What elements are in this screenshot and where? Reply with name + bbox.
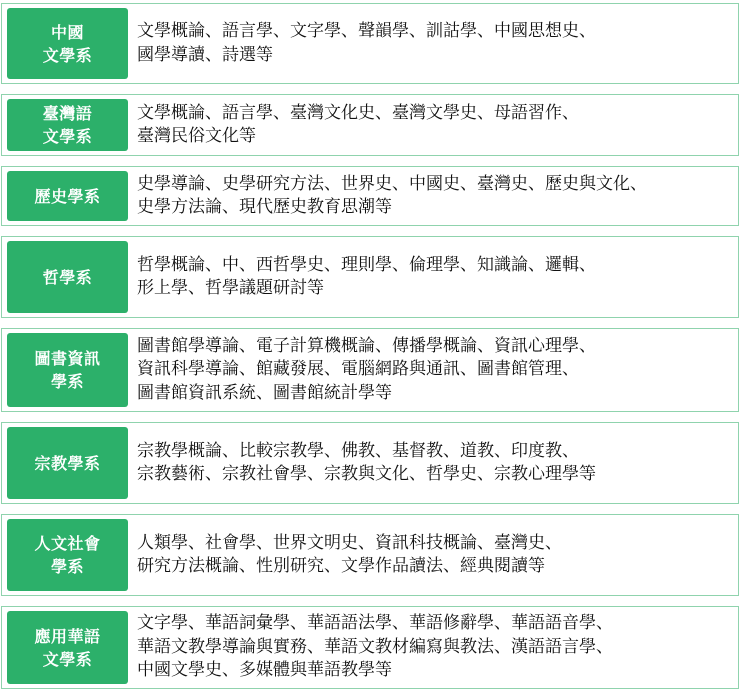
department-row: [1, 94, 739, 156]
course-line: 文學概論、語言學、文字學、聲韻學、訓詁學、中國思想史、: [137, 21, 596, 41]
department-name-line: 學系: [50, 372, 84, 391]
course-list: [137, 515, 734, 595]
department-name-line: 宗教學系: [34, 453, 101, 473]
department-name-badge: [7, 519, 128, 591]
course-list: [137, 167, 734, 225]
department-row: [1, 606, 739, 689]
department-name-badge: [7, 241, 128, 313]
department-row: [1, 422, 739, 504]
course-line: 史學方法論、現代歷史教育思潮等: [137, 197, 392, 217]
course-line: 圖書館學導論、電子計算機概論、傳播學概論、資訊心理學、: [137, 335, 596, 356]
department-name-line: 哲學系: [42, 267, 93, 287]
department-name-line: 中國: [50, 22, 84, 42]
department-row: [1, 328, 739, 412]
department-row: [1, 3, 739, 84]
department-name-line: 人文社會: [34, 534, 101, 553]
department-name-badge: [7, 611, 128, 684]
department-row: [1, 236, 739, 318]
department-row: [1, 514, 739, 596]
course-line: 中國文學史、多媒體與華語教學等: [137, 660, 392, 681]
department-name-badge: [7, 99, 128, 151]
department-name-badge: [7, 171, 128, 221]
course-line: 文字學、華語詞彙學、華語語法學、華語修辭學、華語語音學、: [137, 613, 613, 634]
department-name-badge: [7, 333, 128, 407]
course-line: 宗教學概論、比較宗教學、佛教、基督教、道教、印度教、: [137, 440, 579, 461]
course-list: [137, 4, 734, 83]
course-line: 國學導讀、詩選等: [137, 44, 273, 65]
course-line: 形上學、哲學議題研討等: [137, 278, 324, 298]
course-list: [137, 95, 734, 155]
department-name-line: 學系: [50, 557, 84, 576]
course-line: 研究方法概論、性別研究、文學作品讀法、經典閱讀等: [137, 556, 545, 576]
course-line: 資訊科學導論、館藏發展、電腦網路與通訊、圖書館管理、: [137, 359, 579, 380]
course-line: 圖書館資訊系統、圖書館統計學等: [137, 382, 392, 403]
department-name-line: 臺灣語: [42, 104, 93, 123]
department-name-line: 歷史學系: [34, 186, 101, 206]
course-list: [137, 423, 734, 503]
department-name-line: 圖書資訊: [34, 349, 101, 368]
course-list: [137, 329, 734, 411]
department-name-line: 文學系: [42, 649, 93, 669]
department-name-line: 文學系: [42, 45, 93, 65]
course-line: 史學導論、史學研究方法、世界史、中國史、臺灣史、歷史與文化、: [137, 173, 647, 194]
course-line: 臺灣民俗文化等: [137, 126, 256, 146]
department-row: [1, 166, 739, 226]
department-name-line: 文學系: [42, 127, 93, 146]
course-line: 文學概論、語言學、臺灣文化史、臺灣文學史、母語習作、: [137, 102, 579, 123]
department-name-badge: [7, 427, 128, 499]
course-line: 宗教藝術、宗教社會學、宗教與文化、哲學史、宗教心理學等: [137, 464, 596, 484]
department-name-badge: [7, 8, 128, 79]
course-line: 人類學、社會學、世界文明史、資訊科技概論、臺灣史、: [137, 532, 562, 553]
course-line: 哲學概論、中、西哲學史、理則學、倫理學、知識論、邏輯、: [137, 254, 596, 275]
department-name-line: 應用華語: [34, 626, 101, 646]
course-list: [137, 237, 734, 317]
course-line: 華語文教學導論與實務、華語文教材編寫與教法、漢語語言學、: [137, 636, 613, 657]
course-list: [137, 607, 734, 688]
